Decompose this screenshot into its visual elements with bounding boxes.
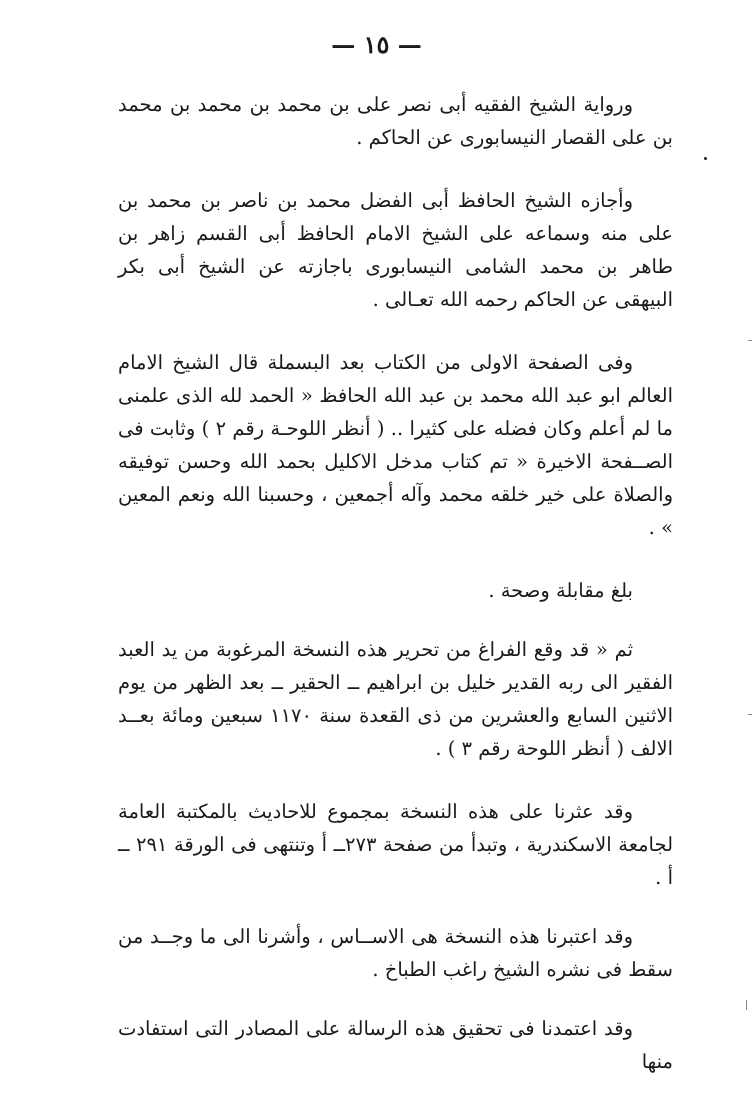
page-body — [118, 88, 673, 1078]
paragraph-sources: وقد اعتمدنا فى تحقيق هذه الرسالة على المصادر التى استفادت منها — [118, 1017, 673, 1073]
scan-edge-mark — [748, 340, 752, 341]
scan-edge-mark — [746, 1000, 747, 1010]
paragraph-manuscript-source: وقد عثرنا على هذه النسخة بمجموع للاحاديث بالمكتبة العامة لجامعة الاسكندرية ، وتبدأ من صفحة ٢٧٣ــ أ وتنتهى فى الورقة ٢٩١ ــ أ . — [118, 800, 674, 889]
paragraph-colophon: ثم « قد وقع الفراغ من تحرير هذه النسخة المرغوبة من يد العبد الفقير الى ربه القدير خليل بن ابراهيم ــ الحقير ــ بعد الظهر من يوم الاثنين السابع والعشرين من ذى القعدة سنة ١١٧٠ سبعين ومائة بعــد الالف ( أنظر اللوحة رقم ٣ ) . — [118, 638, 674, 760]
page-number: — ١٥ — — [331, 30, 422, 59]
paragraph-narration: ورواية الشيخ الفقيه أبى نصر على بن محمد بن محمد بن محمد بن على القصار النيسابورى عن الحاكم . — [118, 93, 673, 149]
scan-dot — [704, 157, 707, 160]
paragraph-base-copy: وقد اعتبرنا هذه النسخة هى الاســاس ، وأشرنا الى ما وجــد من سقط فى نشره الشيخ راغب الطباخ . — [118, 925, 673, 981]
paragraph-collation: بلغ مقابلة وصحة . — [488, 579, 633, 602]
scan-edge-mark — [748, 714, 752, 715]
paragraph-license: وأجازه الشيخ الحافظ أبى الفضل محمد بن ناصر بن محمد بن على منه وسماعه على الشيخ الامام الحافظ أبى القسم زاهر بن طاهر بن محمد الشامى النيسابورى باجازته عن الشيخ أبى بكر البيهقى عن الحاكم رحمه الله تعـالى . — [118, 189, 673, 311]
paragraph-first-page: وفى الصفحة الاولى من الكتاب بعد البسملة قال الشيخ الامام العالم ابو عبد الله محمد بن عبد الله الحافظ « الحمد لله الذى علمنى ما لم أعلم وكان فضله على كثيرا .. ( أنظر اللوحـة رقم ٢ ) وثابت فى الصــفحة الاخيرة « تم كتاب مدخل الاكليل بحمد الله وحسن توفيقه والصلاة على خير خلقه محمد وآله أجمعين ، وحسبنا الله ونعم المعين » . — [118, 351, 673, 539]
